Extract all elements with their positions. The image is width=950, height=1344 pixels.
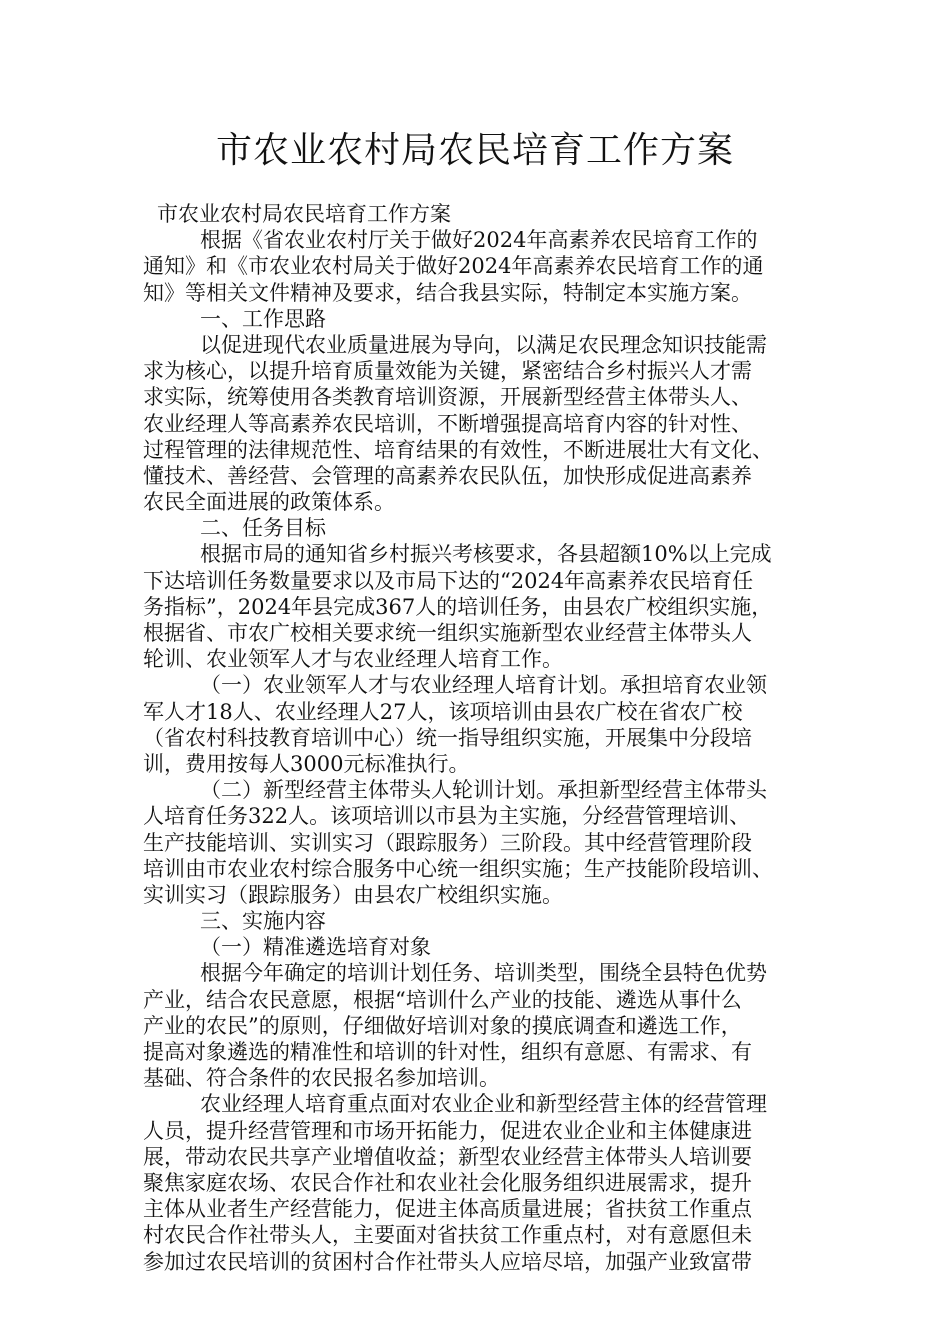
text-line: 主体从业者生产经营能力，促进主体高质量进展；省扶贫工作重点: [143, 1197, 752, 1222]
document-title: 市农业农村局农民培育工作方案: [215, 130, 734, 171]
text-line: 人培育任务322人。该项培训以市县为主实施，分经营管理培训、: [143, 804, 751, 829]
text-line: 训，费用按每人3000元标准执行。: [143, 751, 470, 776]
text-line: 聚焦家庭农场、农民合作社和农业社会化服务组织进展需求，提升: [143, 1170, 752, 1195]
text-line: 人员，提升经营管理和市场开拓能力，促进农业企业和主体健康进: [143, 1118, 752, 1143]
text-line: 知》等相关文件精神及要求，结合我县实际，特制定本实施方案。: [143, 280, 752, 305]
section-3-subheading-1: （一）精准遴选培育对象: [200, 935, 431, 960]
text-line: （二）新型经营主体带头人轮训计划。承担新型经营主体带头: [200, 778, 767, 803]
text-line: 根据市局的通知省乡村振兴考核要求，各县超额10%以上完成: [200, 542, 772, 567]
intro-paragraph: [143, 227, 813, 306]
text-line: 军人才18人、农业经理人27人，该项培训由县农广校在省农广校: [143, 699, 743, 724]
text-line: 轮训、农业领军人才与农业经理人培育工作。: [143, 647, 563, 672]
text-line: 生产技能培训、实训实习（跟踪服务）三阶段。其中经营管理阶段: [143, 830, 752, 855]
text-line: 提高对象遴选的精准性和培训的针对性，组织有意愿、有需求、有: [143, 1040, 752, 1064]
text-line: 村农民合作社带头人，主要面对省扶贫工作重点村，对有意愿但未: [143, 1223, 752, 1248]
text-line: 农业经理人等高素养农民培训，不断增强提高培育内容的针对性、: [143, 411, 752, 436]
section-2-item-2: [143, 777, 813, 908]
text-line: （一）农业领军人才与农业经理人培育计划。承担培育农业领: [200, 673, 767, 698]
text-line: 展，带动农民共享产业增值收益；新型农业经营主体带头人培训要: [143, 1144, 752, 1169]
text-line: 务指标”，2024年县完成367人的培训任务，由县农广校组织实施，: [143, 594, 773, 619]
text-line: 农业经理人培育重点面对农业企业和新型经营主体的经营管理: [200, 1092, 767, 1117]
text-line: 求为核心，以提升培育质量效能为关键，紧密结合乡村振兴人才需: [143, 359, 752, 384]
text-line: 过程管理的法律规范性、培育结果的有效性，不断进展壮大有文化、: [143, 437, 773, 462]
text-line: 以促进现代农业质量进展为导向，以满足农民理念知识技能需: [200, 332, 767, 357]
text-line: 基础、符合条件的农民报名参加培训。: [143, 1066, 500, 1091]
text-line: 懂技术、善经营、会管理的高素养农民队伍，加快形成促进高素养: [143, 463, 752, 488]
text-line: 根据今年确定的培训计划任务、培训类型，围绕全县特色优势: [200, 961, 767, 986]
text-line: 实训实习（跟踪服务）由县农广校组织实施。: [143, 882, 563, 907]
text-line: 求实际，统筹使用各类教育培训资源，开展新型经营主体带头人、: [143, 385, 752, 410]
text-line: 参加过农民培训的贫困村合作社带头人应培尽培，加强产业致富带: [143, 1249, 752, 1274]
text-line: 产业，结合农民意愿，根据“培训什么产业的技能、遴选从事什么: [143, 987, 742, 1012]
text-line: （省农村科技教育培训中心）统一指导组织实施，开展集中分段培: [143, 725, 752, 750]
section-1-paragraph: [143, 332, 813, 515]
section-3-paragraph-2: [143, 1091, 813, 1274]
text-line: 根据《省农业农村厅关于做好2024年高素养农民培育工作的: [200, 228, 758, 253]
text-line: 产业的农民”的原则，仔细做好培训对象的摸底调查和遴选工作，: [143, 1013, 742, 1038]
section-3-paragraph-1: [143, 960, 813, 1091]
section-2-paragraph: [143, 541, 813, 672]
text-line: 农民全面进展的政策体系。: [143, 490, 395, 515]
section-heading-2: 二、任务目标: [200, 516, 326, 541]
section-heading-3: 三、实施内容: [200, 909, 326, 934]
section-2-item-1: [143, 672, 813, 777]
text-line: 培训由市农业农村综合服务中心统一组织实施；生产技能阶段培训、: [143, 856, 773, 881]
document-subtitle: 市农业农村局农民培育工作方案: [157, 202, 451, 226]
text-line: 下达培训任务数量要求以及市局下达的“2024年高素养农民培育任: [143, 568, 754, 593]
section-heading-1: 一、工作思路: [200, 306, 326, 331]
text-line: 通知》和《市农业农村局关于做好2024年高素养农民培育工作的通: [143, 254, 764, 279]
text-line: 根据省、市农广校相关要求统一组织实施新型农业经营主体带头人: [143, 621, 752, 645]
document-body: [143, 201, 813, 1275]
